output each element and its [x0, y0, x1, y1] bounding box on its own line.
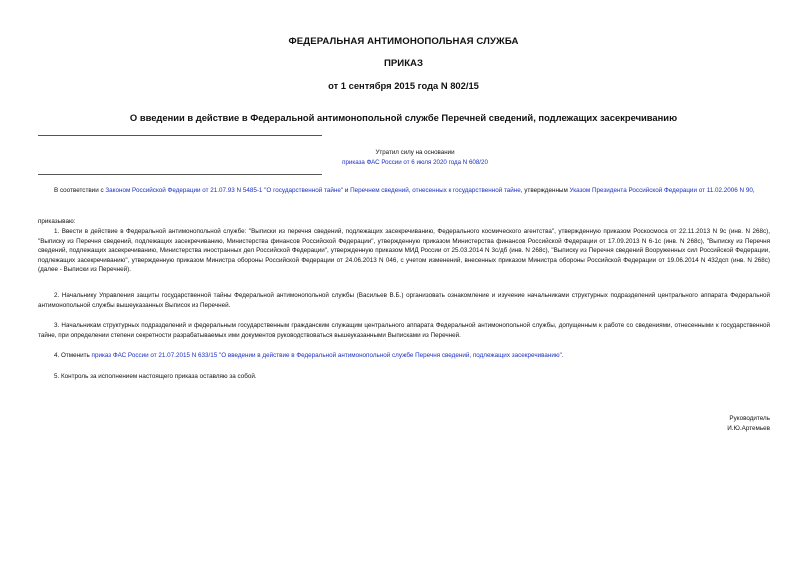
cancelled-order-link[interactable]: приказ ФАС России от 21.07.2015 N 633/15 "О введении в действие в Федеральной антимонопольной службе Перечня сведений, подлежащих засекречиванию"	[91, 352, 562, 359]
preamble-paragraph	[38, 186, 770, 196]
document-date-number: от 1 сентября 2015 года N 802/15	[328, 80, 479, 91]
separator-bottom	[38, 174, 322, 175]
item-4-text: 4. Отменить	[54, 352, 92, 359]
document-title: О введении в действие в Федеральной антимонопольной службе Перечней сведений, подлежащих засекречиванию	[129, 112, 678, 123]
separator-top	[38, 135, 322, 136]
status-note-link[interactable]: приказа ФАС России от 6 июля 2020 года N 608/20	[342, 159, 488, 166]
preamble-text-4: ,	[752, 187, 755, 194]
signature-name: И.Ю.Артемьев	[727, 424, 770, 432]
status-note	[300, 148, 530, 168]
agency-name: ФЕДЕРАЛЬНАЯ АНТИМОНОПОЛЬНАЯ СЛУЖБА	[288, 36, 519, 47]
item-4-end: .	[561, 352, 564, 359]
status-note-text: Утратил силу на основании	[375, 149, 455, 156]
item-3: 3. Начальникам структурных подразделений и федеральным государственным гражданским служащим центрального аппарата Федеральной антимонопольной службы, допущенным к работе со сведениями, отнесенными к государственной тайне, при определении степени секретности разрабатываемых ими документов руководствоваться вышеуказанными Выписками из Перечней.	[38, 322, 770, 339]
preamble-text-1: В соответствии с	[54, 187, 106, 194]
item-2: 2. Начальнику Управления защиты государственной тайны Федеральной антимонопольной службы (Васильев В.Б.) организовать ознакомление и изучение начальниками структурных подразделений центрального аппарата Федеральной антимонопольной службы вышеуказанных Выписок из Перечней.	[38, 292, 770, 309]
order-word: приказываю:	[38, 218, 76, 225]
signature-role: Руководитель	[729, 415, 770, 422]
item-1: 1. Ввести в действие в Федеральной антимонопольной службе: "Выписки из перечня сведений, подлежащих засекречиванию, Федерального космического агентства", утвержденную приказом Роскосмоса от 22.11.2013 N 9с (инв. N 268с), "Выписку из Перечня сведений, подлежащих засекречиванию, Министерства финансов Российской Федерации", утвержденную приказом Министерства финансов Российской Федерации от 17.09.2013 N 6-1с (инв. N 268с), "Выписку из Перечня сведений, подлежащих засекречиванию, Министерства иностранных дел Российской Федерации", утвержденную приказом МИД России от 25.03.2014 N 3с/дб (инв. N 268с), "Выписку из Перечня сведений Вооруженных сил Российской Федерации, подлежащих засекречиванию", утвержденную приказом Министра обороны Российской Федерации от 24.06.2013 N 046, с учетом изменений, внесенных приказом Министра обороны Российской Федерации от 19.06.2014 N 432дсп (инв. N 268с) (далее - Выписки из Перечней).	[38, 228, 770, 273]
law-link[interactable]: Законом Российской Федерации от 21.07.93 N 5485-1 "О государственной тайне"	[105, 187, 344, 194]
preamble-text-3: , утвержденным	[520, 187, 570, 194]
presidential-decree-link[interactable]: Указом Президента Российской Федерации от 11.02.2006 N 90	[569, 187, 753, 194]
state-secret-list-link[interactable]: Перечнем сведений, отнесенных к государственной тайне	[350, 187, 521, 194]
item-5: 5. Контроль за исполнением настоящего приказа оставляю за собой.	[54, 373, 257, 380]
preamble-text-2: и	[343, 187, 351, 194]
document-type: ПРИКАЗ	[384, 58, 423, 69]
item-4	[38, 351, 770, 361]
signature-block	[727, 414, 770, 433]
